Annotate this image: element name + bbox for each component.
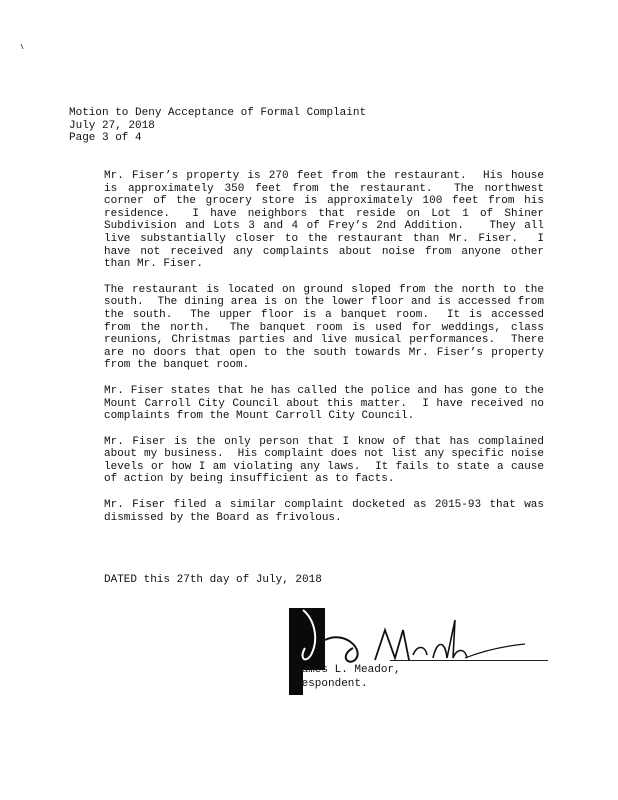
header-page-number: Page 3 of 4: [69, 132, 142, 144]
scan-speck-icon: [20, 43, 26, 51]
paragraph-5: Mr. Fiser filed a similar complaint docketed as 2015-93 that was dismissed by the Board as frivolous.: [104, 499, 551, 524]
scan-speck: [20, 38, 26, 46]
header-date: July 27, 2018: [69, 119, 155, 132]
signatory-role: Respondent.: [295, 678, 368, 690]
signature-line: [390, 660, 548, 661]
document-header: [69, 107, 366, 145]
paragraph-3: Mr. Fiser states that he has called the police and has gone to the Mount Carroll City Council about this matter. I have received no complaints from the Mount Carroll City Council.: [104, 384, 551, 423]
signatory-name: James L. Meador,: [295, 664, 401, 676]
paragraph-1: Mr. Fiser’s property is 270 feet from the restaurant. His house is approximately 350 feet from the restaurant. The northwest corner of the grocery store is approximately 100 feet from his residence. I have neighbors that reside on Lot 1 of Shiner Subdivision and Lots 3 and 4 of Frey’s 2nd Addition. They all live substantially closer to the restaurant than Mr. Fiser. I have not received any complaints about noise from anyone other than Mr. Fiser.: [104, 170, 551, 271]
dated-line: DATED this 27th day of July, 2018: [104, 574, 322, 586]
signatory: [295, 663, 401, 691]
paragraph-2: The restaurant is located on ground sloped from the north to the south. The dining area is on the lower floor and is accessed from the south. The upper floor is a banquet room. It is accessed from the north. The banquet room is used for weddings, class reunions, Christmas parties and live musical performances. There are no doors that open to the south towards Mr. Fiser’s property from the banquet room.: [104, 283, 551, 372]
signature-block: [285, 600, 555, 700]
header-title: Motion to Deny Acceptance of Formal Complaint: [69, 107, 367, 119]
paragraph-4: Mr. Fiser is the only person that I know of that has complained about my business. His complaint does not list any specific noise levels or how I am violating any laws. It fails to state a cause of action by being insufficient as to facts.: [104, 435, 551, 486]
document-body: [104, 170, 551, 537]
